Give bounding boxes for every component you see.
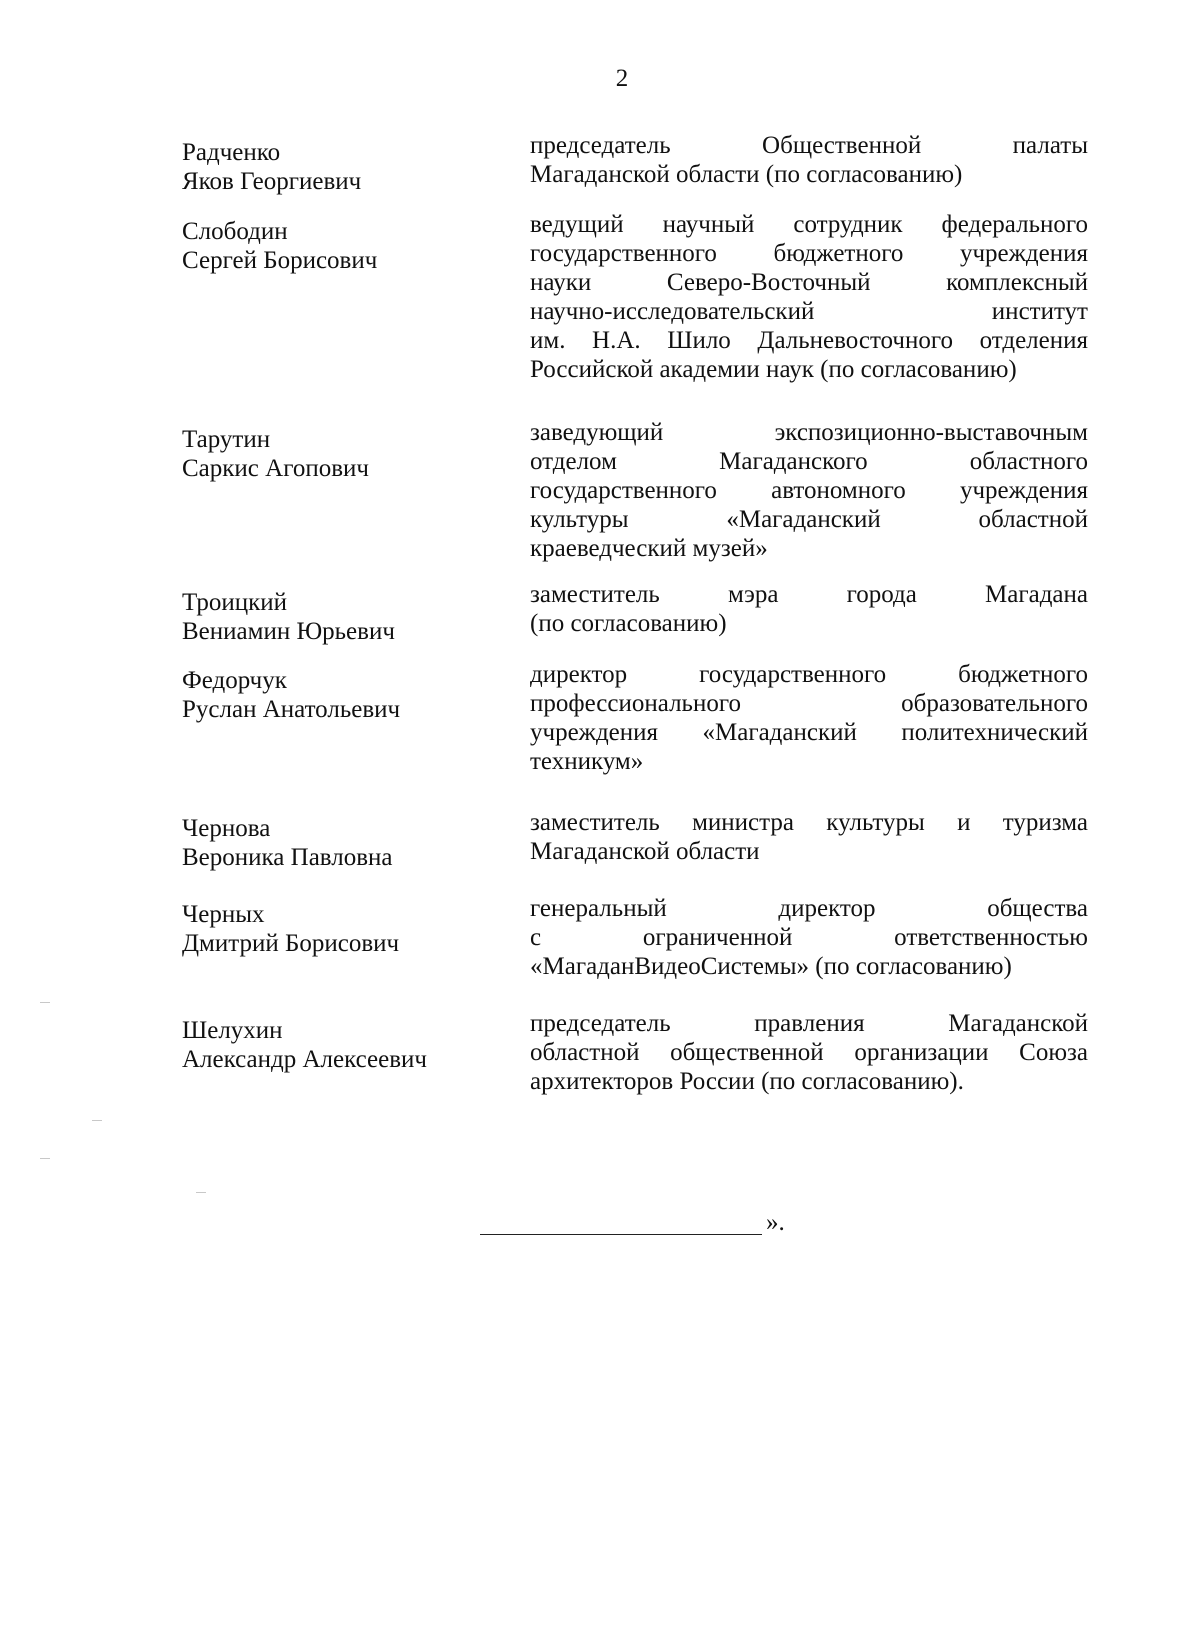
member-position — [530, 894, 1088, 981]
position-line: (по согласованию) — [530, 610, 727, 637]
member-name — [182, 814, 502, 872]
position-line: учреждения «Магаданский политехнический — [530, 719, 1088, 746]
member-name — [182, 138, 502, 196]
position-line: председатель Общественной палаты — [530, 132, 1088, 159]
scan-margin-mark — [40, 1158, 50, 1159]
member-position — [530, 660, 1088, 776]
position-line: генеральный директор общества — [530, 895, 1088, 922]
member-surname: Федорчук — [182, 667, 287, 694]
member-position — [530, 131, 1088, 189]
position-line: техникум» — [530, 748, 644, 775]
position-line: государственного автономного учреждения — [530, 477, 1088, 504]
member-given-names: Руслан Анатольевич — [182, 696, 401, 723]
member-name — [182, 588, 502, 646]
member-name — [182, 425, 502, 483]
position-line: отделом Магаданского областного — [530, 448, 1088, 475]
member-surname: Чернова — [182, 815, 271, 842]
member-given-names: Вениамин Юрьевич — [182, 618, 395, 645]
position-line: им. Н.А. Шило Дальневосточного отделения — [530, 327, 1088, 354]
scan-margin-mark — [196, 1192, 206, 1193]
position-line: Магаданской области — [530, 838, 760, 865]
member-given-names: Яков Георгиевич — [182, 168, 362, 195]
member-surname: Тарутин — [182, 426, 271, 453]
position-line: «МагаданВидеоСистемы» (по согласованию) — [530, 953, 1012, 980]
position-line: профессионального образовательного — [530, 690, 1088, 717]
member-given-names: Александр Алексеевич — [182, 1046, 427, 1073]
position-line: с ограниченной ответственностью — [530, 924, 1088, 951]
position-line: заместитель министра культуры и туризма — [530, 809, 1088, 836]
member-given-names: Вероника Павловна — [182, 844, 393, 871]
position-line: Магаданской области (по согласованию) — [530, 161, 963, 188]
member-name — [182, 666, 502, 724]
member-surname: Слободин — [182, 218, 288, 245]
member-position — [530, 210, 1088, 384]
member-given-names: Сергей Борисович — [182, 247, 378, 274]
position-line: архитекторов России (по согласованию). — [530, 1068, 964, 1095]
position-line: научно-исследовательский институт — [530, 298, 1088, 325]
position-line: науки Северо-Восточный комплексный — [530, 269, 1088, 296]
position-line: заместитель мэра города Магадана — [530, 581, 1088, 608]
position-line: заведующий экспозиционно-выставочным — [530, 419, 1088, 446]
page-number: 2 — [615, 65, 629, 92]
member-surname: Троицкий — [182, 589, 287, 616]
member-name — [182, 217, 502, 275]
member-position — [530, 1009, 1088, 1096]
closing-rule — [480, 1234, 762, 1235]
member-given-names: Саркис Агопович — [182, 455, 369, 482]
position-line: директор государственного бюджетного — [530, 661, 1088, 688]
member-position — [530, 580, 1088, 638]
member-position — [530, 418, 1088, 563]
scan-margin-mark — [92, 1120, 102, 1121]
position-line: Российской академии наук (по согласованию) — [530, 356, 1017, 383]
member-surname: Шелухин — [182, 1017, 283, 1044]
member-surname: Черных — [182, 901, 265, 928]
position-line: краеведческий музей» — [530, 535, 768, 562]
closing-quote: ». — [766, 1209, 785, 1236]
position-line: областной общественной организации Союза — [530, 1039, 1088, 1066]
member-surname: Радченко — [182, 139, 281, 166]
member-position — [530, 808, 1088, 866]
position-line: государственного бюджетного учреждения — [530, 240, 1088, 267]
position-line: ведущий научный сотрудник федерального — [530, 211, 1088, 238]
position-line: председатель правления Магаданской — [530, 1010, 1088, 1037]
scan-margin-mark — [40, 1002, 50, 1003]
member-given-names: Дмитрий Борисович — [182, 930, 400, 957]
position-line: культуры «Магаданский областной — [530, 506, 1088, 533]
member-name — [182, 1016, 502, 1074]
member-name — [182, 900, 502, 958]
